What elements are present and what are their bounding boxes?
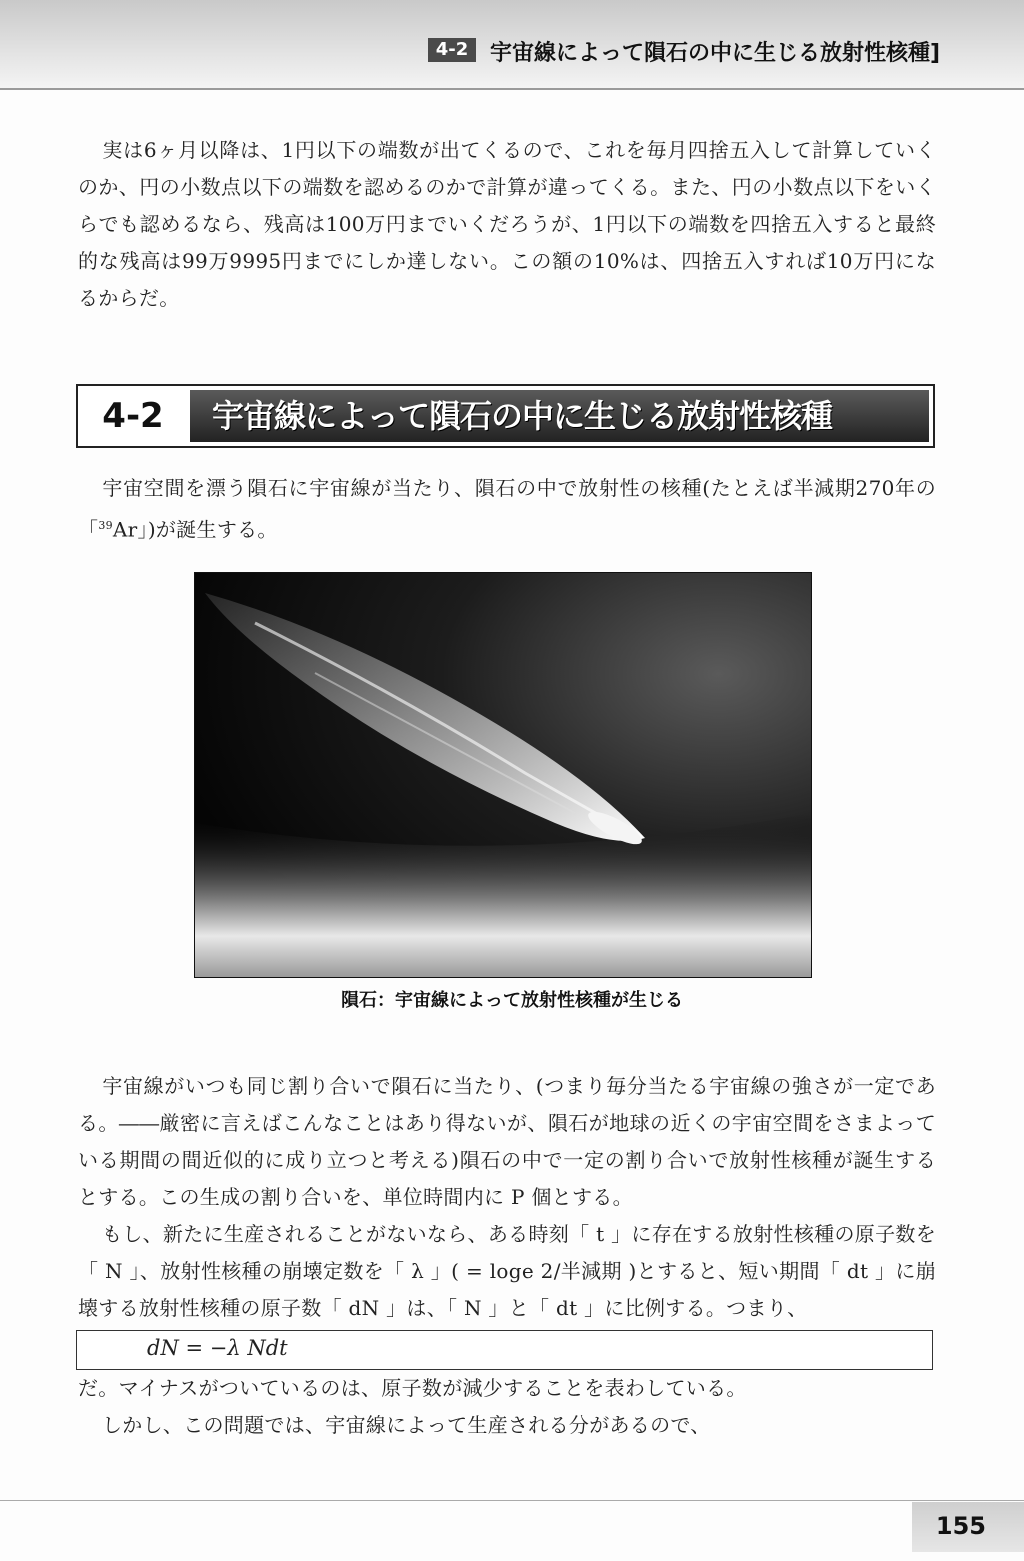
body-paragraph-4-text: しかし、この問題では、宇宙線によって生産される分があるので、 [102, 1413, 711, 1437]
intro-paragraph [78, 132, 936, 317]
body-paragraph-2 [78, 1216, 936, 1327]
meteor-illustration [195, 573, 811, 977]
body-paragraph-4 [78, 1407, 936, 1444]
section-heading [76, 384, 935, 448]
section-number: 4-2 [102, 396, 164, 436]
section-title: 宇宙線によって隕石の中に生じる放射性核種 [212, 397, 833, 435]
formula-box [76, 1330, 933, 1370]
figure-caption: 隕石：宇宙線によって放射性核種が生じる [341, 990, 683, 1011]
running-header [0, 0, 1024, 90]
meteor-photo [194, 572, 812, 978]
intro-paragraph-text: 実は6ヶ月以降は、1円以下の端数が出てくるので、これを毎月四捨五入して計算していくのか、円の小数点以下の端数を認めるのかで計算が違ってくる。また、円の小数点以下をいくらでも認めるなら、残高は100万円までいくだろうが、1円以下の端数を四捨五入すると最終的な残高は99万9995円までにしか達しない。この額の10%は、四捨五入すれば10万円になるからだ。 [78, 138, 936, 310]
footer-rule [0, 1500, 1024, 1501]
body-paragraph-1-text: 宇宙線がいつも同じ割り合いで隕石に当たり、(つまり毎分当たる宇宙線の強さが一定である。――厳密に言えばこんなことはあり得ないが、隕石が地球の近くの宇宙空間をさまよっている期間の間近似的に成り立つと考える)隕石の中で一定の割り合いで放射性核種が誕生するとする。この生成の割り合いを、単位時間内に P 個とする。 [78, 1074, 936, 1209]
decay-formula: dN = −λ Ndt [147, 1336, 288, 1360]
lead-text-2: 」)が誕生する。 [137, 517, 278, 542]
isotope-mass-number: 39 [98, 519, 113, 532]
lead-text-1: 宇宙空間を漂う隕石に宇宙線が当たり、隕石の中で放射性の核種(たとえば半減期270年の「 [78, 476, 936, 542]
page-number: 155 [935, 1512, 986, 1540]
body-paragraph-1 [78, 1068, 936, 1216]
body-paragraph-3-text: だ。マイナスがついているのは、原子数が減少することを表わしている。 [78, 1376, 747, 1400]
lead-paragraph [78, 470, 936, 549]
isotope-symbol: Ar [112, 517, 138, 542]
body-paragraph-3 [78, 1370, 936, 1407]
running-header-title: 宇宙線によって隕石の中に生じる放射性核種] [490, 41, 941, 66]
running-header-badge: 4-2 [428, 38, 476, 62]
section-title-band [190, 390, 929, 442]
body-paragraph-2-text: もし、新たに生産されることがないなら、ある時刻「 t 」に存在する放射性核種の原子数を「 N 」、放射性核種の崩壊定数を「 λ 」( = loge 2/半減期 )とすると、短い期間「 dt 」に崩壊する放射性核種の原子数「 dN 」は、「 N 」と「 dt 」に比例する。つまり、 [78, 1222, 936, 1320]
footer-folio-tab [912, 1502, 1024, 1552]
